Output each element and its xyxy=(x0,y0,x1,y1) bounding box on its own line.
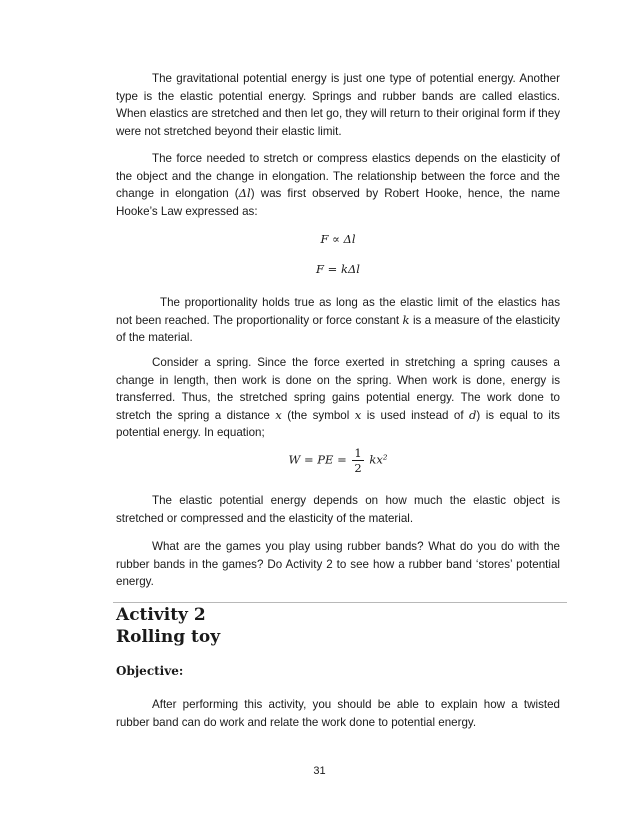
text-segment: The force needed to stretch or compress elastics depends on the elasticity of the object and the change in elongation. The relationship between the force and the change in elongation ( xyxy=(116,152,560,201)
text-segment: is a measure of the elasticity of the material. xyxy=(116,313,560,345)
equation-work-energy xyxy=(116,446,560,475)
activity-number: Activity 2 xyxy=(116,605,206,625)
x-symbol: x xyxy=(275,407,282,422)
paragraph-spring xyxy=(116,354,560,442)
equation-proportional: F ∝ Δl xyxy=(320,232,356,246)
text-segment: Consider a spring. Since the force exerted in stretching a spring causes a change in length, then work is done on the spring. When work is done, energy is transferred. Thus, the stretched spring gains potential energy. The work done to stretch the spring a distance xyxy=(116,356,560,422)
objective-heading: Objective: xyxy=(116,664,184,678)
equation-hooke: F = kΔl xyxy=(316,262,360,276)
paragraph-hookes-law xyxy=(116,150,560,220)
text-segment: ) is equal to its potential energy. In equation; xyxy=(116,408,560,440)
paragraph-elastic-pe: The elastic potential energy depends on how much the elastic object is stretched or compressed and the elasticity of the material. xyxy=(116,494,560,525)
paragraph-objective: After performing this activity, you should be able to explain how a twisted rubber band can do work and relate the work done to potential energy. xyxy=(116,698,560,729)
fraction-denominator: 2 xyxy=(354,461,362,475)
equation-right: kx² xyxy=(369,452,388,467)
text-segment: The proportionality holds true as long as the elastic limit of the elastics has not been reached. The proportionality or force constant xyxy=(116,296,560,327)
section-divider xyxy=(113,602,567,603)
equation-left: W = PE = xyxy=(288,452,347,467)
k-symbol: k xyxy=(402,312,410,327)
activity-title xyxy=(116,604,220,648)
x-symbol: x xyxy=(354,407,362,422)
paragraph-rubber-bands: What are the games you play using rubber bands? What do you do with the rubber bands in the games? Do Activity 2 to see how a rubber band ‘stores’ potential energy. xyxy=(116,540,560,589)
page-number: 31 xyxy=(313,765,326,777)
text-segment: ) was first observed by Robert Hooke, hence, the name Hooke’s Law expressed as: xyxy=(116,187,561,218)
delta-l-symbol: Δl xyxy=(238,186,251,201)
text-segment: (the symbol xyxy=(281,408,355,422)
paragraph-elastic-intro: The gravitational potential energy is just one type of potential energy. Another type is the elastic potential energy. Springs and rubber bands are called elastics. When elastics are stretched and then let go, they will return to their original form if they were not stretched beyond their elastic limit. xyxy=(116,72,560,138)
fraction-half xyxy=(352,446,363,475)
text-segment: is used instead of xyxy=(361,408,469,422)
fraction-numerator: 1 xyxy=(354,446,362,460)
paragraph-proportionality xyxy=(116,294,560,347)
activity-name: Rolling toy xyxy=(116,627,221,647)
d-symbol: d xyxy=(469,407,477,422)
